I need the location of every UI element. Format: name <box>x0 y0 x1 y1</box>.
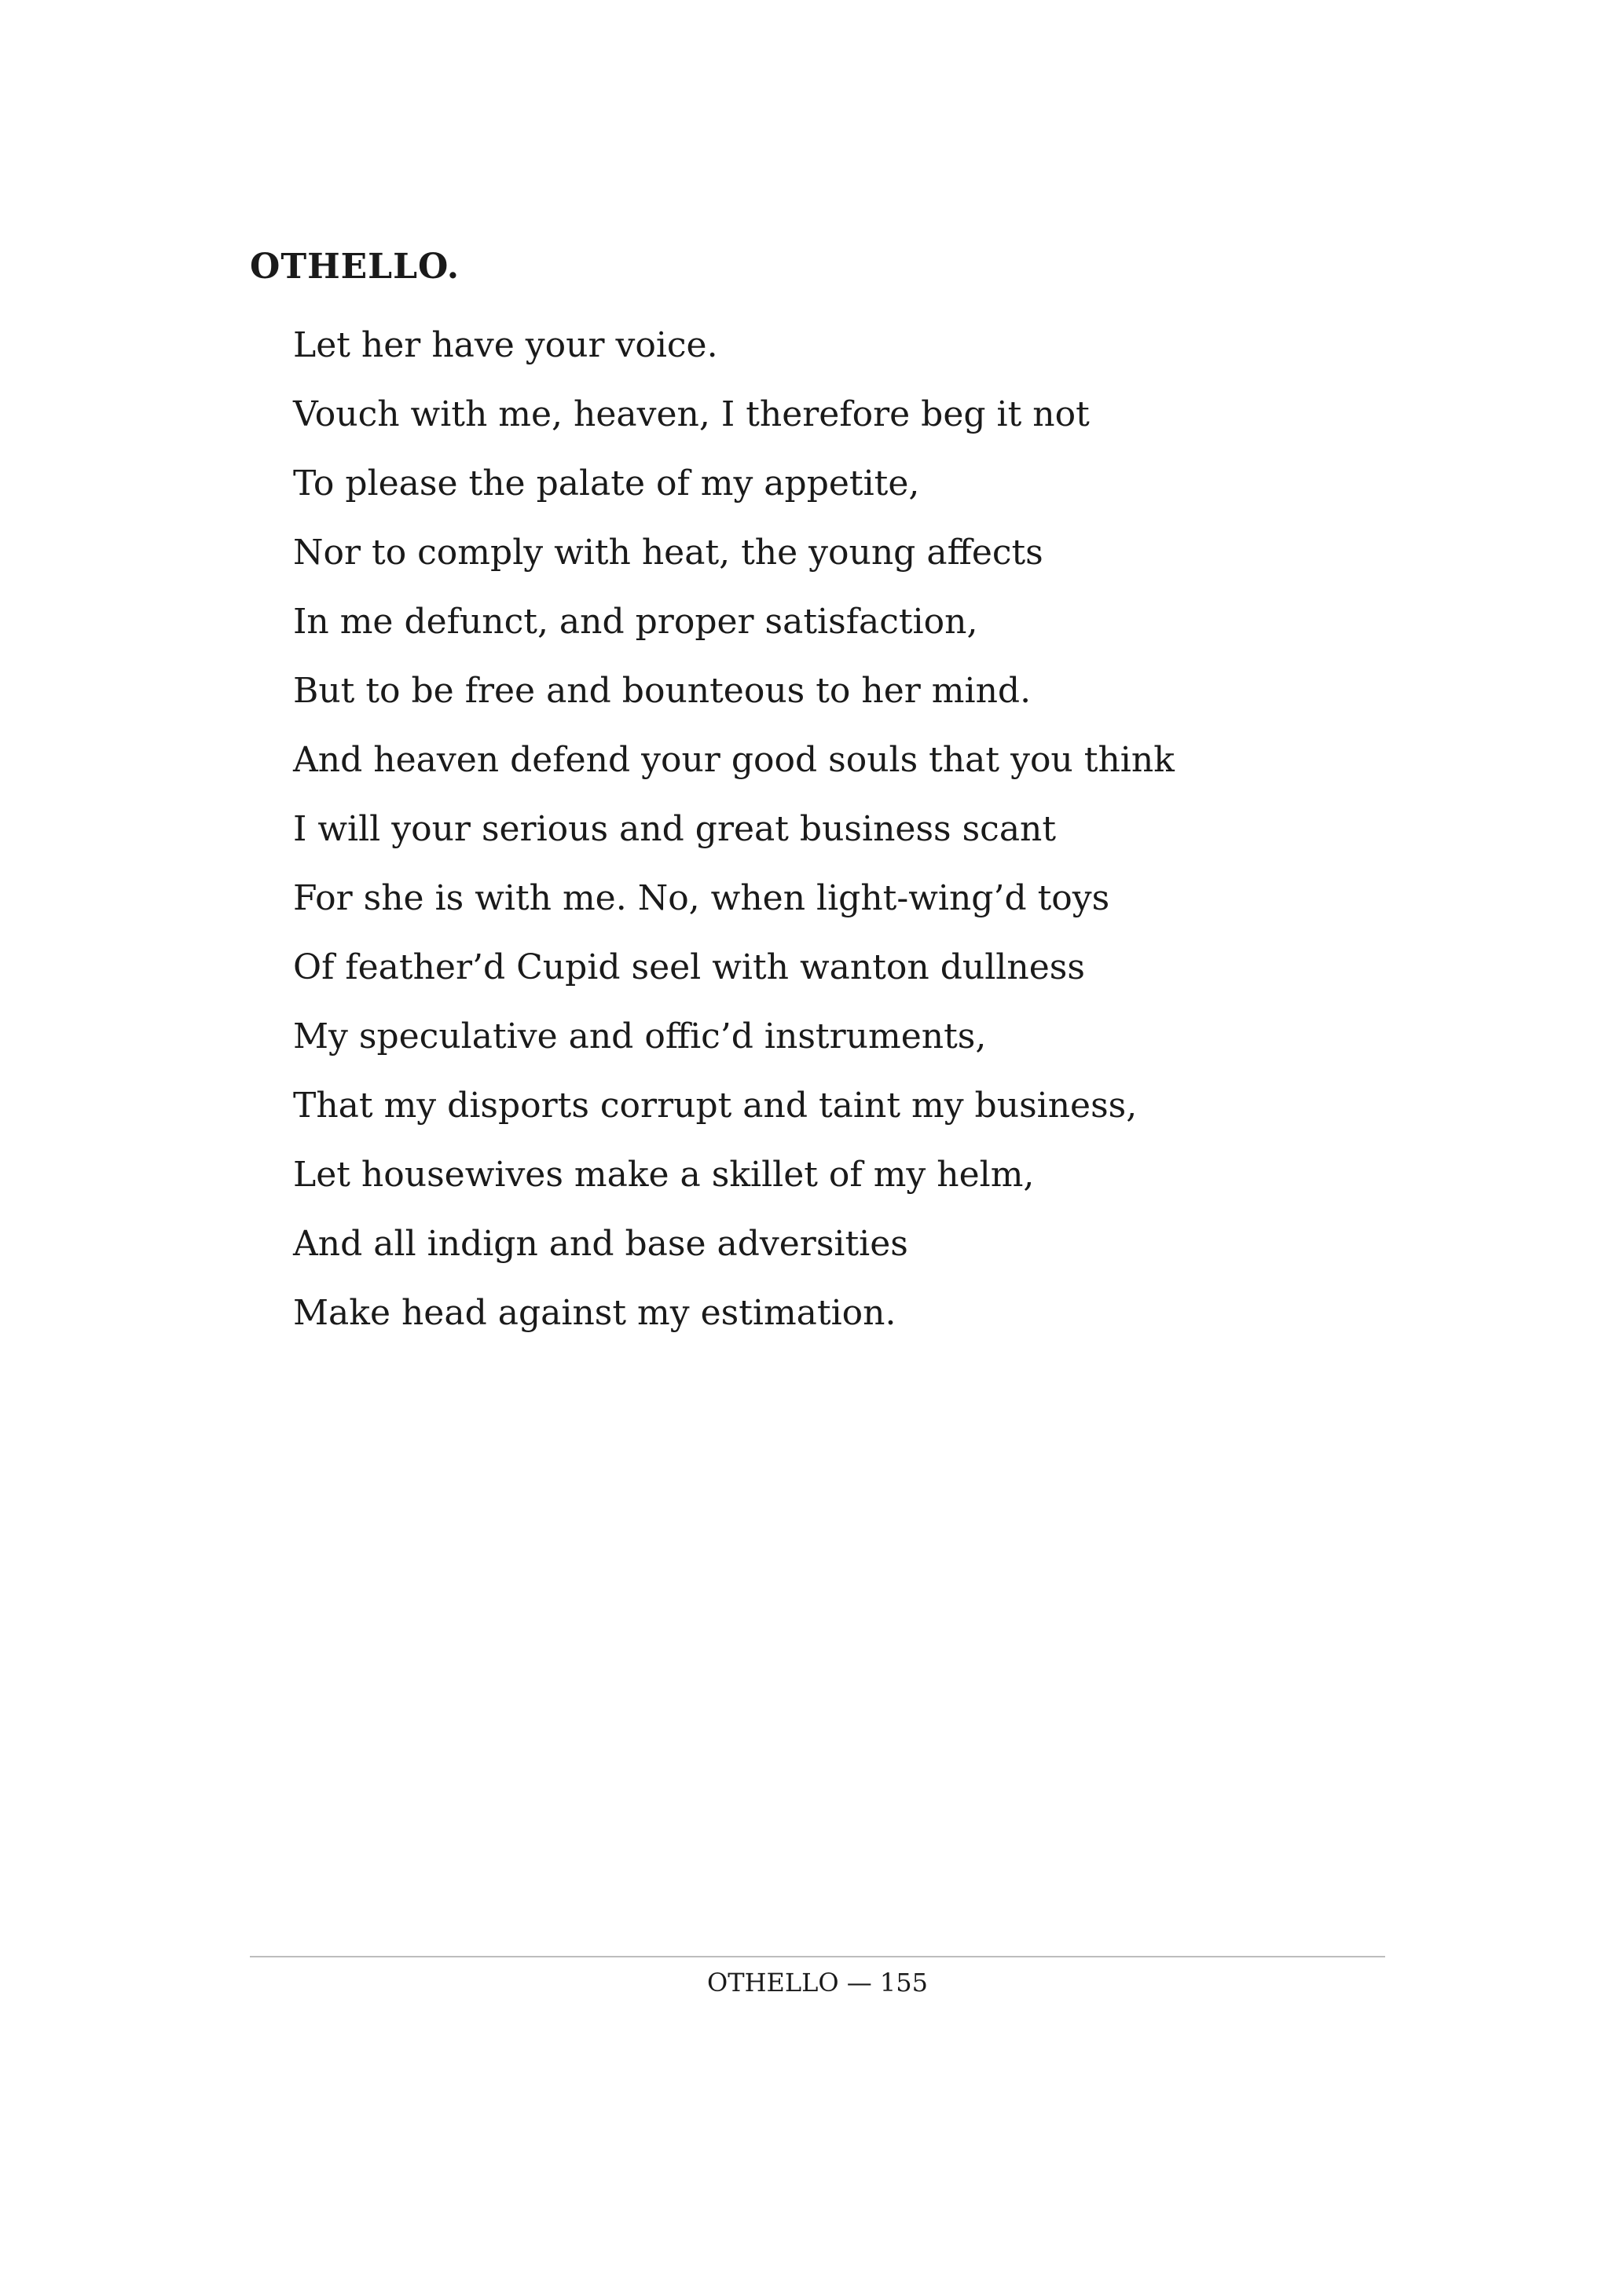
verse-line: But to be free and bounteous to her mind. <box>293 671 1032 711</box>
verse-line: And all indign and base adversities <box>293 1224 908 1264</box>
verse-line: In me defunct, and proper satisfaction, <box>293 602 978 642</box>
verse-line: Make head against my estimation. <box>293 1293 896 1333</box>
verse-line: My speculative and offic’d instruments, <box>293 1016 987 1056</box>
page-footer: OTHELLO — 155 <box>707 1968 928 1998</box>
speaker-name: OTHELLO. <box>250 247 460 287</box>
verse-line: I will your serious and great business scant <box>293 809 1057 849</box>
verse-line: Nor to comply with heat, the young affects <box>293 533 1043 573</box>
verse-line: And heaven defend your good souls that you think <box>293 740 1175 780</box>
verse-line: To please the palate of my appetite, <box>293 463 920 504</box>
verse-line: That my disports corrupt and taint my business, <box>293 1086 1138 1126</box>
verse-line: For she is with me. No, when light-wing’d toys <box>293 878 1110 918</box>
verse-block <box>293 311 1175 1348</box>
verse-line: Let housewives make a skillet of my helm, <box>293 1155 1035 1195</box>
verse-line: Of feather’d Cupid seel with wanton dullness <box>293 947 1085 987</box>
verse-line: Vouch with me, heaven, I therefore beg it not <box>293 394 1090 434</box>
footer-divider <box>250 1956 1385 1957</box>
verse-line: Let her have your voice. <box>293 325 718 365</box>
